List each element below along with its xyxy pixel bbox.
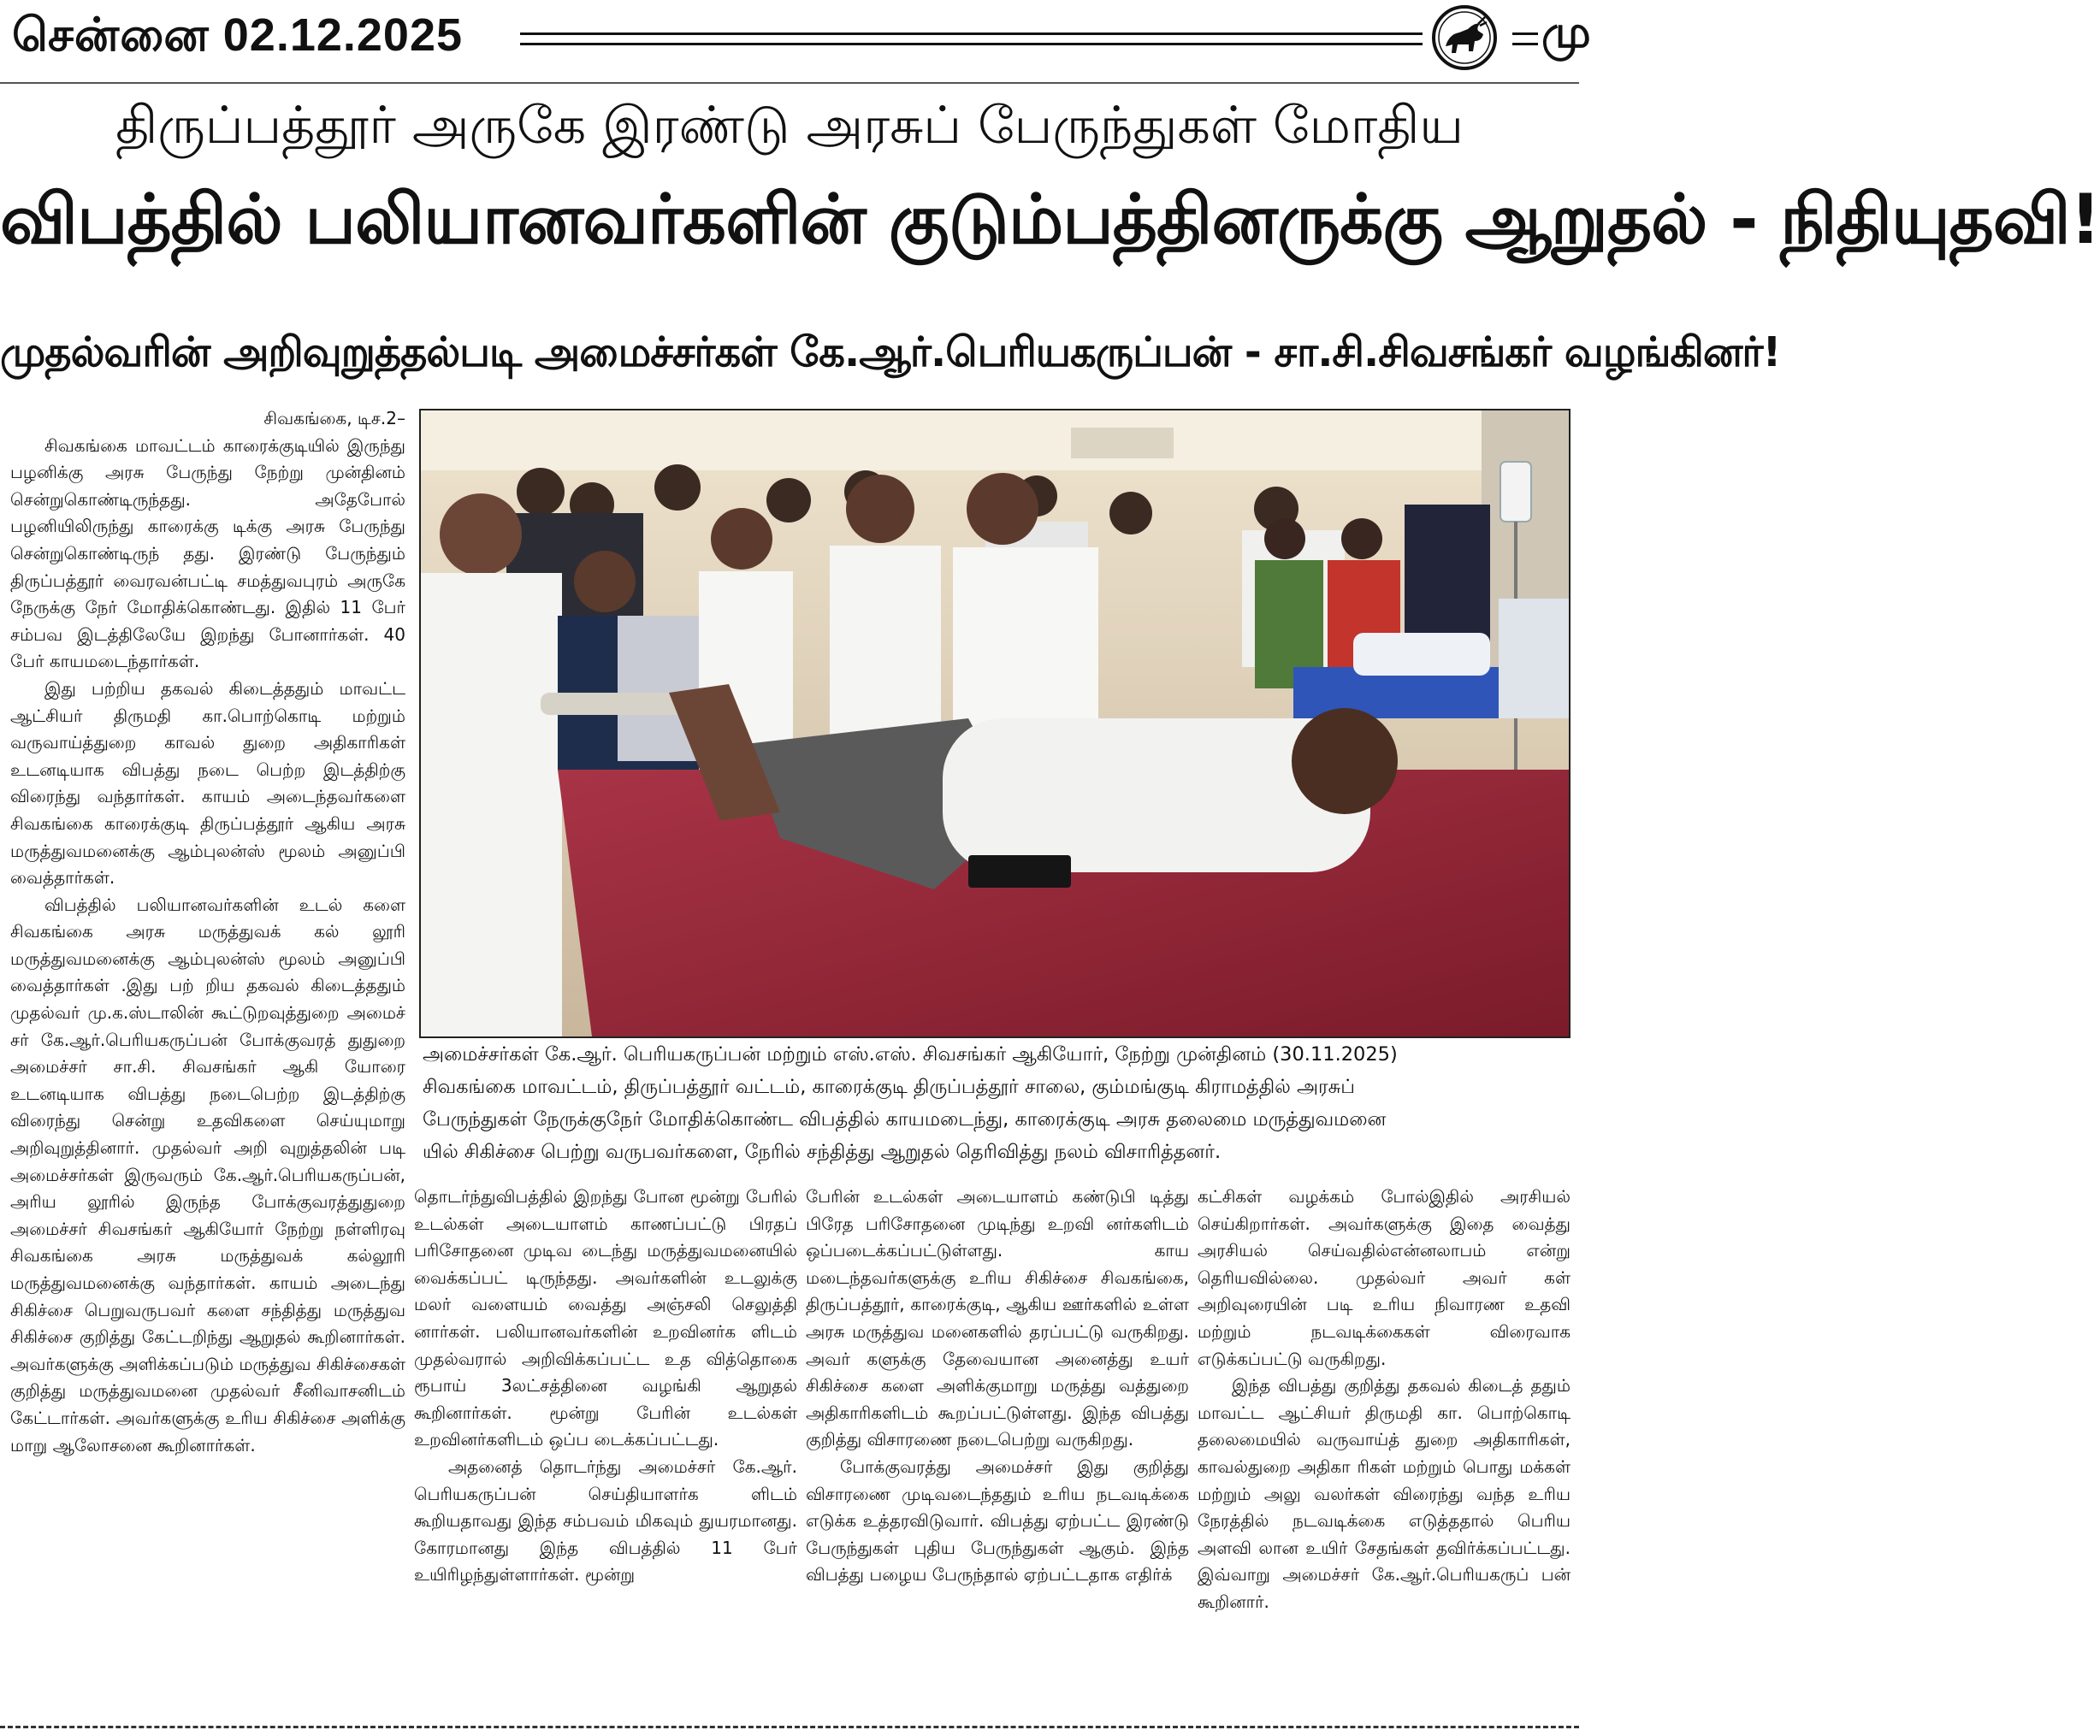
- caption-line: அமைச்சர்கள் கே.ஆர். பெரியகருப்பன் மற்றும் எஸ்.எஸ். சிவசங்கர் ஆகியோர், நேற்று முன்தினம் (30.11.2025): [423, 1043, 1398, 1066]
- page-bottom-rule: [0, 1726, 1579, 1728]
- headline-kicker: திருப்பத்தூர் அருகே இரண்டு அரசுப் பேருந்துகள் மோதிய: [115, 96, 1464, 156]
- masthead: [0, 0, 1591, 81]
- caption-line: சிவகங்கை மாவட்டம், திருப்பத்தூர் வட்டம், காரைக்குடி திருப்பத்தூர் சாலை, கும்மங்குடி கிராமத்தில் அரசுப்: [423, 1076, 1356, 1098]
- bull-emblem-icon: [1430, 3, 1499, 72]
- article-paragraph: விபத்தில் பலியானவர்களின் உடல் களை சிவகங்கை அரசு மருத்துவக் கல் லூரி மருத்துவமனைக்கு ஆம்புலன்ஸ் மூலம் அனுப்பி வைத்தார்கள் .இது பற் றிய தகவல் கிடைத்ததும் முதல்வர் மு.க.ஸ்டாலின் கூட்டுறவுத்துறை அமைச் சர் கே.ஆர்.பெரியகருப்பன் போக்குவரத் துதுறை அமைச்சர் சா.சி. சிவசங்கர் ஆகி யோரை உடனடியாக விபத்து நடைபெற்ற இடத்திற்கு விரைந்து சென்று உதவிகளை செய்யுமாறு அறிவுறுத்தினார். முதல்வர் அறி வுறுத்தலின் படி அமைச்சர்கள் இருவரும் கே.ஆர்.பெரியகருப்பன், அரிய லூரில் இருந்த போக்குவரத்துதுறை அமைச்சர் சிவசங்கர் ஆகியோர் நேற்று நள்ளிரவு சிவகங்கை அரசு மருத்துவக் கல்லூரி மருத்துவமனைக்கு வந்தார்கள். காயம் அடைந்து சிகிச்சை பெறுவருபவர் களை சந்தித்து மருத்துவ சிகிச்சை குறித்து கேட்டறிந்து ஆறுதல் கூறினார்கள். அவர்களுக்கு அளிக்கப்படும் மருத்துவ சிகிச்சைகள் குறித்து மருத்துவமனை முதல்வர் சீனிவாசனிடம் கேட்டார்கள். அவர்களுக்கு உரிய சிகிச்சை அளிக்கு மாறு ஆலோசனை கூறினார்கள்.: [10, 894, 405, 1456]
- masthead-edge-glyph: மு: [1541, 7, 1591, 58]
- article-column-1: [10, 405, 405, 1459]
- article-column-4: [1198, 1184, 1571, 1616]
- photo-illustration: [421, 410, 1569, 1036]
- article-paragraph: தொடர்ந்துவிபத்தில் இறந்து போன மூன்று பேரில் உடல்கள் அடையாளம் காணப்பட்டு பிரதப் பரிசோதனை முடிவ டைந்து மருத்துவமனையில் வைக்கப்பட் டிருந்தது. அவர்களின் உடலுக்கு மலர் வளையம் வைத்து அஞ்சலி செலுத்தி னார்கள். பலியானவர்களின் உறவினர்க ளிடம் முதல்வரால் அறிவிக்கப்பட்ட உத வித்தொகை ரூபாய் 3லட்சத்தினை வழங்கி ஆறுதல் கூறினார்கள். மூன்று பேரின் உடல்கள் உறவினர்களிடம் ஒப்ப டைக்கப்பட்டது.: [414, 1186, 797, 1450]
- headline-main: விபத்தில் பலியானவர்களின் குடும்பத்தினருக்கு ஆறுதல் - நிதியுதவி!: [0, 180, 2100, 259]
- masthead-dateline: சென்னை 02.12.2025: [12, 9, 464, 61]
- masthead-rule-right: [1512, 32, 1538, 45]
- article-paragraph: கட்சிகள் வழக்கம் போல்இதில் அரசியல் செய்கிறார்கள். அவர்களுக்கு இதை வைத்து அரசியல் செய்வதில்என்னலாபம் என்று தெரியவில்லை. முதல்வர் அவர் கள் அறிவுரையின் படி உரிய நிவாரண உதவி மற்றும் நடவடிக்கைகள் விரைவாக எடுக்கப்பட்டு வருகிறது.: [1198, 1186, 1571, 1369]
- article-paragraph: பேரின் உடல்கள் அடையாளம் கண்டுபி டித்து பிரேத பரிசோதனை முடிந்து உறவி னர்களிடம் ஒப்படைக்கப்பட்டுள்ளது. காய மடைந்தவர்களுக்கு உரிய சிகிச்சை சிவகங்கை, திருப்பத்தூர், காரைக்குடி, ஆகிய ஊர்களில் உள்ள அரசு மருத்துவ மனைகளில் தரப்பட்டு வருகிறது. அவர் களுக்கு தேவையான அனைத்து உயர் சிகிச்சை களை அளிக்குமாறு மருத்து வத்துறை அதிகாரிகளிடம் கூறப்பட்டுள்ளது. இந்த விபத்து குறித்து விசாரணை நடைபெற்று வருகிறது.: [806, 1186, 1189, 1450]
- headline-sub: முதல்வரின் அறிவுறுத்தல்படி அமைச்சர்கள் கே.ஆர்.பெரியகருப்பன் - சா.சி.சிவசங்கர் வழங்கினர்!: [0, 328, 1781, 376]
- article-paragraph: போக்குவரத்து அமைச்சர் இது குறித்து விசாரணை முடிவடைந்ததும் உரிய நடவடிக்கை எடுக்க உத்தரவிடுவார். விபத்து ஏற்பட்ட இரண்டு பேருந்துகள் புதிய பேருந்துகள் ஆகும். இந்த விபத்து பழைய பேருந்தால் ஏற்பட்டதாக எதிர்க்: [806, 1456, 1189, 1585]
- article-column-3: [806, 1184, 1189, 1589]
- article-paragraph: இந்த விபத்து குறித்து தகவல் கிடைத் ததும் மாவட்ட ஆட்சியர் திருமதி கா. பொற்கொடி தலைமையில் வருவாய்த் துறை அதிகாரிகள், காவல்துறை அதிகா ரிகள் மற்றும் பொது மக்கள் மற்றும் அலு வலர்கள் விரைந்து வந்த உரிய நேரத்தில் நடவடிக்கை எடுத்ததால் பெரிய அளவி லான உயிர் சேதங்கள் தவிர்க்கப்பட்டது. இவ்வாறு அமைச்சர் கே.ஆர்.பெரியகருப் பன் கூறினார்.: [1198, 1375, 1571, 1612]
- caption-line: பேருந்துகள் நேருக்குநேர் மோதிக்கொண்ட விபத்தில் காயமடைந்து, காரைக்குடி அரசு தலைமை மருத்துவமனை: [423, 1108, 1387, 1131]
- masthead-divider: [0, 82, 1579, 84]
- article-dateline: சிவகங்கை, டிச.2–: [263, 408, 405, 428]
- article-paragraph: சிவகங்கை மாவட்டம் காரைக்குடியில் இருந்து பழனிக்கு அரசு பேருந்து நேற்று முன்தினம் சென்றுகொண்டிருந்தது. அதேபோல் பழனியிலிருந்து காரைக்கு டிக்கு அரசு பேருந்து சென்றுகொண்டிருந் தது. இரண்டு பேருந்தும் திருப்பத்தூர் வைரவன்பட்டி சமத்துவபுரம் அருகே நேருக்கு நேர் மோதிக்கொண்டது. இதில் 11 பேர் சம்பவ இடத்திலேயே இறந்து போனார்கள். 40 பேர் காயமடைந்தார்கள்.: [10, 434, 405, 672]
- masthead-rule: [520, 32, 1423, 45]
- caption-line: யில் சிகிச்சை பெற்று வருபவர்களை, நேரில் சந்தித்து ஆறுதல் தெரிவித்து நலம் விசாரித்தனர்.: [423, 1141, 1222, 1163]
- photo-caption: [423, 1038, 1569, 1168]
- hospital-visit-photo: [419, 409, 1571, 1038]
- article-column-2: [414, 1184, 797, 1589]
- article-paragraph: அதனைத் தொடர்ந்து அமைச்சர் கே.ஆர். பெரியகருப்பன் செய்தியாளர்க ளிடம் கூறியதாவது இந்த சம்பவம் மிகவும் துயரமானது. கோரமானது இந்த விபத்தில் 11 பேர் உயிரிழந்துள்ளார்கள். மூன்று: [414, 1456, 797, 1585]
- article-paragraph: இது பற்றிய தகவல் கிடைத்ததும் மாவட்ட ஆட்சியர் திருமதி கா.பொற்கொடி மற்றும் வருவாய்த்துறை காவல் துறை அதிகாரிகள் உடனடியாக விபத்து நடை பெற்ற இடத்திற்கு விரைந்து வந்தார்கள். காயம் அடைந்தவர்களை சிவகங்கை காரைக்குடி திருப்பத்தூர் ஆகிய அரசு மருத்துவமனைக்கு ஆம்புலன்ஸ் மூலம் அனுப்பி வைத்தார்கள்.: [10, 677, 405, 889]
